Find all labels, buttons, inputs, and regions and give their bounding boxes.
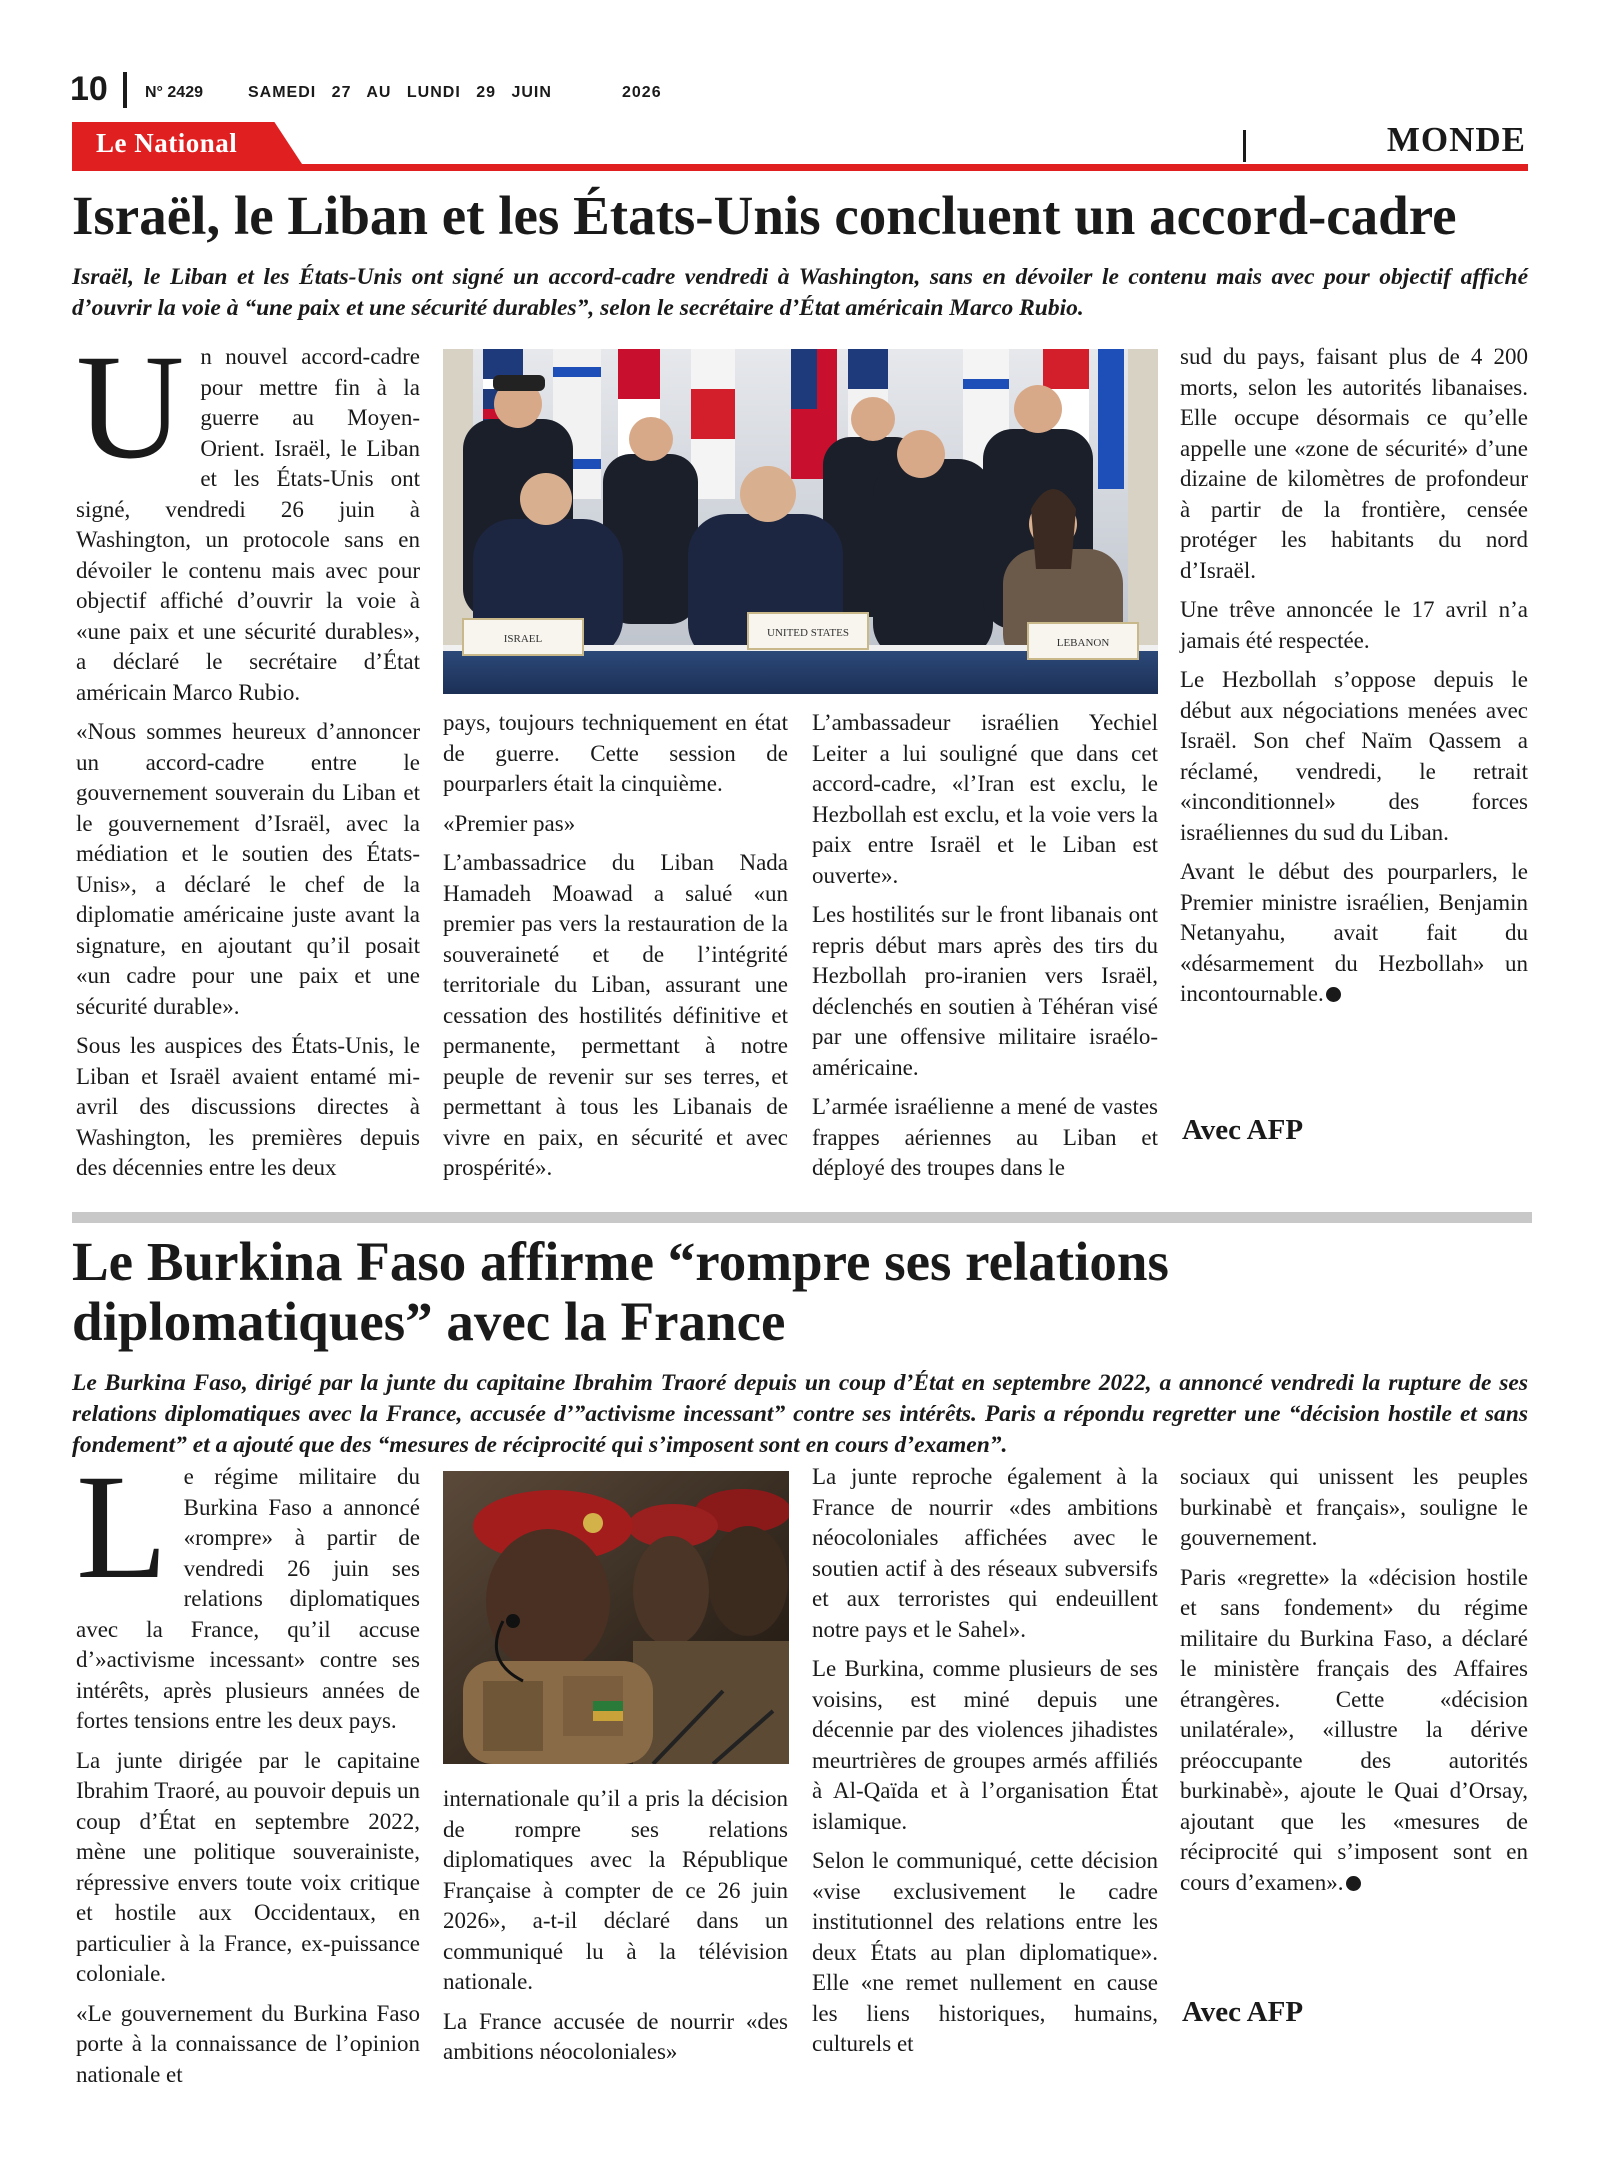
article-separator [72,1212,1532,1223]
article2-title-line: Le Burkina Faso affirme “rompre ses relations [72,1231,1169,1292]
issue-date: SAMEDI 27 AU LUNDI 29 JUIN [248,84,552,101]
page-number: 10 [70,70,108,108]
article1-paragraph: pays, toujours techniquement en état de guerre. Cette session de pourparlers était la cinquième. [443,710,788,796]
article1-column-3 [812,708,1158,1193]
article2-paragraph: Paris «regrette» la «décision hostile et sans fondement» du régime militaire du Burkina Faso, a déclaré le ministère français des Affaires étrangères. Cette «décision unilatérale», «illustre la dérive préoccupante des autorités burkinabè», ajoute le Quai d’Orsay, ajoutant que les «mesures de réciprocité qui s’imposent sont en cours d’examen». [1180,1564,1528,1895]
article2-paragraph: La junte dirigée par le capitaine Ibrahim Traoré, au pouvoir depuis un coup d’État en septembre 2022, mène une politique souverainiste, répressive envers toute voix critique et hostile aux Occidentaux, en particulier à la France, ex-puissance coloniale. [76,1747,420,1986]
article2-subheading: La France accusée de nourrir «des ambitions néocoloniales» [443,2008,788,2064]
article1-paragraph: «Nous sommes heureux d’annoncer un accord-cadre entre le gouvernement souverain du Liban et le gouvernement d’Israël, avec la médiation et le soutien des États-Unis», a déclaré le chef de la diplomatie américaine juste avant la signature, en ajoutant qu’il posait «un cadre pour une paix et une sécurité durable». [76,719,420,1019]
placard-israel: ISRAEL [503,633,543,645]
article1-paragraph: Le Hezbollah s’oppose depuis le début aux négociations menées avec Israël. Son chef Naïm Qassem a réclamé, vendredi, le retrait «inconditionnel» des forces israéliennes du sud du Liban. [1180,667,1528,845]
article1-paragraph: L’armée israélienne a mené de vastes frappes aériennes au Liban et déployé des troupes dans le [812,1094,1158,1180]
article2-paragraph: Le Burkina, comme plusieurs de ses voisins, est miné depuis une décennie par des violences jihadistes meurtrières de groupes armés affiliés à Al-Qaïda et à l’organisation État islamique. [812,1656,1158,1834]
article1-credit: Avec AFP [1182,1114,1304,1146]
article2-credit: Avec AFP [1182,1996,1304,2028]
article2-paragraph: «Le gouvernement du Burkina Faso porte à la connaissance de l’opinion nationale et [76,2000,420,2087]
article1-column-2 [443,708,788,1193]
article1-signing-photo [443,349,1158,694]
end-mark-icon [1346,1876,1361,1891]
article2-paragraph: internationale qu’il a pris la décision de rompre ses relations diplomatiques avec la République Française à compter de ce 26 juin 2026», a-t-il déclaré dans un communiqué lu à la télévision nationale. [443,1786,788,1994]
article2-column-1 [76,1444,420,2099]
section-title: MONDE [1386,120,1526,159]
article1-paragraph: sud du pays, faisant plus de 4 200 morts, selon les autorités libanaises. Elle occupe désormais ce qu’elle appelle une «zone de sécurité» d’une dizaine de kilomètres de profondeur à partir de la frontière, censée protéger les habitants du nord d’Israël. [1180,344,1528,583]
end-mark-icon [1326,987,1341,1002]
header-rule [72,164,1528,171]
article1-column-1 [76,324,420,1193]
article1-paragraph: Une trêve annoncée le 17 avril n’a jamais été respectée. [1180,597,1528,653]
article1-paragraph: Sous les auspices des États-Unis, le Liban et Israël avaient entamé mi-avril des discussions directes à Washington, les premières depuis des décennies entre les deux [76,1033,420,1180]
article2-lead: Le Burkina Faso, dirigé par la junte du capitaine Ibrahim Traoré depuis un coup d’État en septembre 2022, a annoncé vendredi la rupture de ses relations diplomatiques avec la France, accusée d’”activisme incessant” contre ses intérêts. Paris a répondu regretter une “décision hostile et sans fondement” et a ajouté que des “mesures de réciprocité qui s’imposent sont en cours d’examen”. [72,1370,1528,1458]
article1-title: Israël, le Liban et les États-Unis concluent un accord-cadre [72,185,1457,246]
issue-number: N° 2429 [145,84,203,101]
article2-title [72,1232,1532,1352]
article2-paragraph: sociaux qui unissent les peuples burkinabè et français», souligne le gouvernement. [1180,1464,1528,1550]
section-divider [1243,130,1246,162]
placard-united-states: UNITED STATES [767,627,849,639]
article1-paragraph: Un nouvel accord-cadre pour mettre fin à la guerre au Moyen-Orient. Israël, le Liban et les États-Unis ont signé, vendredi 26 juin à Washington, un protocole sans en dévoiler le contenu mais avec pour objectif affiché d’ouvrir la voie à «une paix et une sécurité durables», a déclaré le secrétaire d’État américain Marco Rubio. [76,324,420,705]
article2-column-2 [443,1784,788,2077]
article2-paragraph: La junte reproche également à la France de nourrir «des ambitions néocoloniales affichées avec le soutien actif à des réseaux subversifs et aux terroristes qui endeuillent notre pays et le Sahel». [812,1464,1158,1642]
drop-cap: L [76,1444,168,1610]
drop-cap: U [76,324,185,490]
page-number-divider [123,72,127,108]
article1-paragraph: Les hostilités sur le front libanais ont repris début mars après des tirs du Hezbollah pro-iranien vers Israël, déclenchés en soutien à Téhéran visé par une offensive militaire israélo-américaine. [812,902,1158,1080]
article1-paragraph: L’ambassadrice du Liban Nada Hamadeh Moawad a salué «un premier pas vers la restauration de la souveraineté et de l’intégrité territoriale du Liban, assurant une cessation des hostilités définitive et permanente, permettant à notre peuple de revenir sur ses terres, et permettant à tous les Libanais de vivre en paix, en sécurité et avec prospérité». [443,850,788,1180]
article1-lead: Israël, le Liban et les États-Unis ont signé un accord-cadre vendredi à Washington, sans en dévoiler le contenu mais avec pour objectif affiché d’ouvrir la voie à “une paix et une sécurité durables”, selon le secrétaire d’État américain Marco Rubio. [72,264,1528,321]
article2-title-line: diplomatiques” avec la France [72,1291,786,1352]
article1-paragraph: L’ambassadeur israélien Yechiel Leiter a lui souligné que dans cet accord-cadre, «l’Iran est exclu, le Hezbollah est exclu, et la voie vers la paix entre Israël et le Liban est ouverte». [812,710,1158,888]
article2-paragraph: Selon le communiqué, cette décision «vise exclusivement le cadre institutionnel des relations entre les deux États au plan diplomatique». Elle «ne remet nullement en cause les liens historiques, humains, culturels et [812,1848,1158,2056]
article1-paragraph: Avant le début des pourparlers, le Premier ministre israélien, Benjamin Netanyahu, avait fait du «désarmement du Hezbollah» un incontournable. [1180,859,1528,1006]
military-leaders-image [443,1471,789,1764]
article2-column-4 [1180,1462,1528,1907]
issue-year: 2026 [622,84,662,101]
article1-subheading: «Premier pas» [443,810,576,836]
signing-ceremony-image [443,349,1158,694]
article2-paragraph: Le régime militaire du Burkina Faso a annoncé «rompre» à partir de vendredi 26 juin ses relations diplomatiques avec la France, qu’il accuse d’»activisme incessant» contre ses intérêts, après plusieurs années de fortes tensions entre les deux pays. [76,1444,420,1733]
article1-column-4 [1180,342,1528,1019]
article2-military-photo [443,1471,789,1764]
article2-column-3 [812,1462,1158,2069]
masthead-label: Le National [96,128,238,158]
placard-lebanon: LEBANON [1056,637,1110,649]
